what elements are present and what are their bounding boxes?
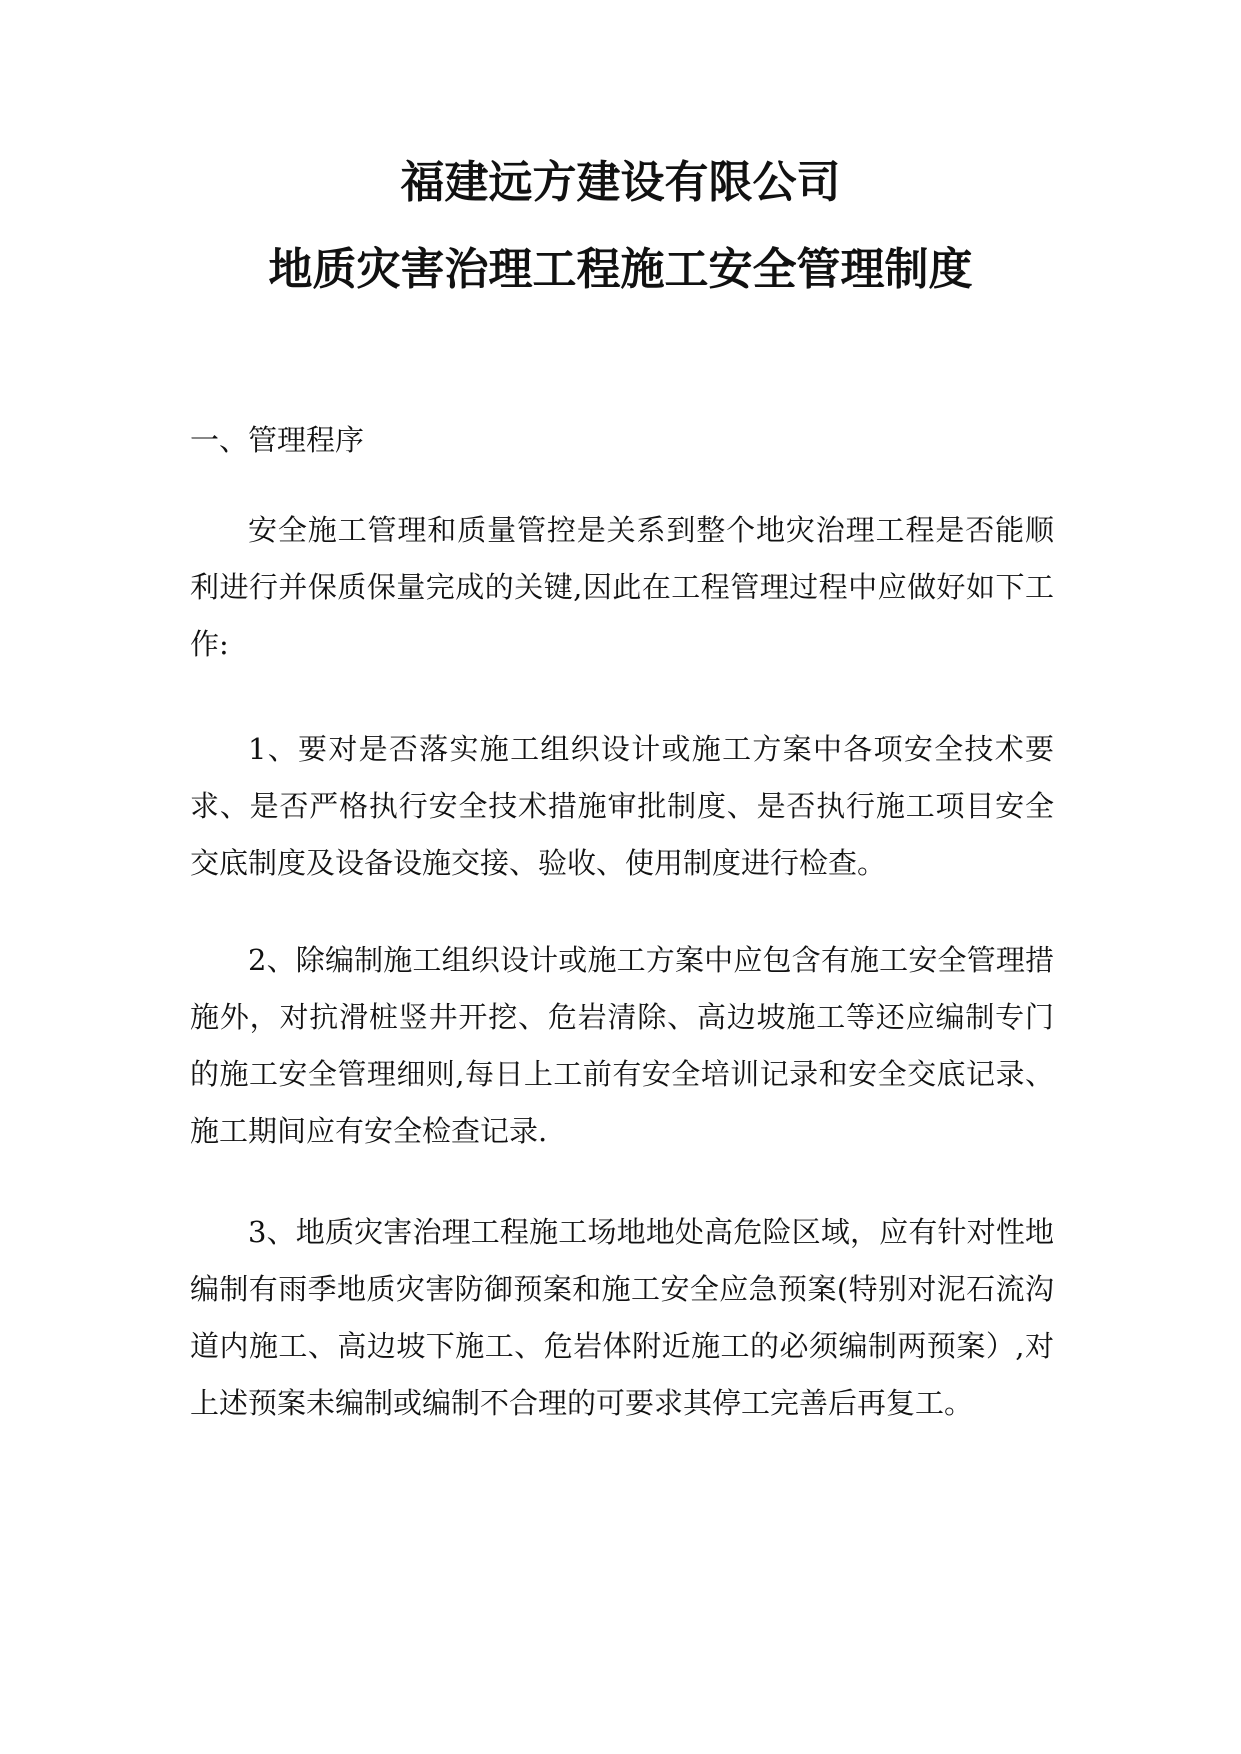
list-item: 3、地质灾害治理工程施工场地地处高危险区域，应有针对性地编制有雨季地质灾害防御预案和施工安全应急预案(特别对泥石流沟道内施工、高边坡下施工、危岩体附近施工的必须编制两预案）,对上述预案未编制或编制不合理的可要求其停工完善后再复工。 (190, 1215, 1054, 1420)
company-title: 福建远方建设有限公司 (400, 157, 841, 208)
list-item: 2、除编制施工组织设计或施工方案中应包含有施工安全管理措施外，对抗滑桩竖井开挖、危岩清除、高边坡施工等还应编制专门的施工安全管理细则,每日上工前有安全培训记录和安全交底记录、施工期间应有安全检查记录. (190, 943, 1054, 1148)
list-item: 1、要对是否落实施工组织设计或施工方案中各项安全技术要求、是否严格执行安全技术措施审批制度、是否执行施工项目安全交底制度及设备设施交接、验收、使用制度进行检查。 (190, 732, 1054, 880)
document-title: 地质灾害治理工程施工安全管理制度 (268, 244, 973, 295)
section-heading: 一、管理程序 (190, 423, 365, 457)
intro-paragraph: 安全施工管理和质量管控是关系到整个地灾治理工程是否能顺利进行并保质保量完成的关键,因此在工程管理过程中应做好如下工作: (190, 513, 1054, 661)
